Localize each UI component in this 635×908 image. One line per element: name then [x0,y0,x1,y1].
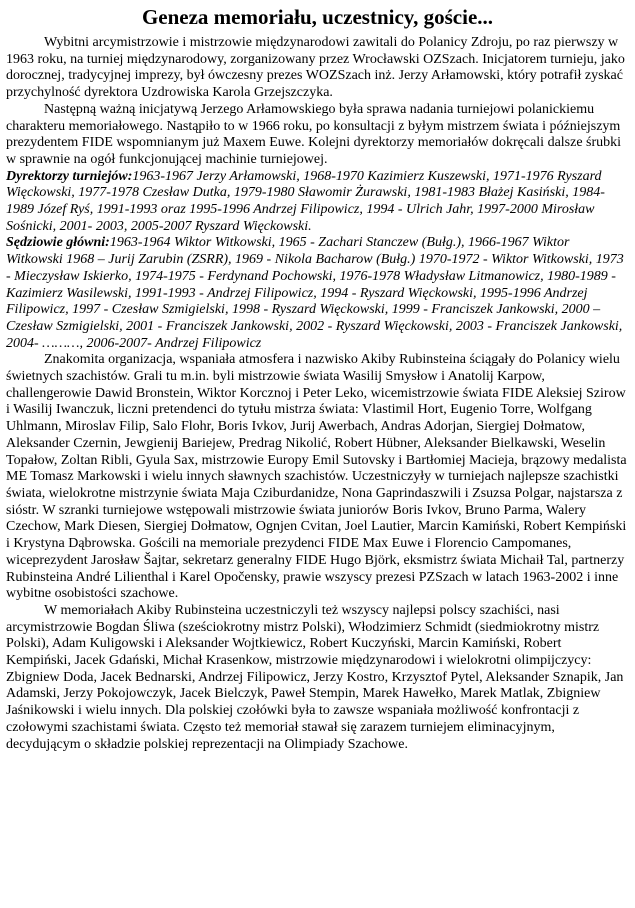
document-page [6,4,629,753]
directors-list [6,169,629,236]
judges-label: Sędziowie główni: [6,235,110,251]
page-title: Geneza memoriału, uczestnicy, goście... [141,5,494,29]
directors-label: Dyrektorzy turniejów: [6,168,133,184]
memorial-paragraph: Następną ważną inicjatywą Jerzego Arłamowskiego była sprawa nadania turniejowi polanickiemu charakteru memoriałowego. Nastąpiło to w 1966 roku, po konsultacji z byłym mistrzem świata i późniejszym prezydentem FIDE wspomnianym już Maxem Euwe. Kolejni dyrektorzy memoriałów dokręcali dalsze śrubki w sprawnie na ogół funkcjonującej machinie turniejowej. [6,101,622,167]
judges-list [6,235,629,352]
polish-players-paragraph: W memoriałach Akiby Rubinsteina uczestniczyli też wszyscy najlepsi polscy szachiści, nasi arcymistrzowie Bogdan Śliwa (sześciokrotny mistrz Polski), Włodzimierz Schmidt (siedmiokrotny mistrz Polski), Adam Kuligowski i Aleksander Wojtkiewicz, Robert Kuczyński, Marcin Kamiński, Robert Kempiński, Jacek Gdański, Michał Krasenkow, mistrzowie międzynarodowi i wielokrotni olimpijczycy: Zbigniew Doda, Jacek Bednarski, Andrzej Filipowicz, Jerzy Kostro, Krzysztof Pytel, Aleksander Sznapik, Jan Adamski, Jerzy Pokojowczyk, Jacek Bielczyk, Paweł Stempin, Marek Hawełko, Marek Matlak, Zbigniew Jaśnikowski i wielu innych. Dla polskiej czołówki była to zawsze wspaniała możliwość konfrontacji z czołowymi szachistami świata. Często też memoriał stawał się zarazem turniejem eliminacyjnym, decydującym o składzie polskiej reprezentacji na Olimpiady Szachowe. [6,602,624,752]
directors-text: 1963-1967 Jerzy Arłamowski, 1968-1970 Kazimierz Kuszewski, 1971-1976 Ryszard Więckowski, 1977-1978 Czesław Dutka, 1979-1980 Sławomir Żurawski, 1981-1983 Błażej Kasiński, 1984-1989 Józef Ryś, 1991-1993 oraz 1995-1996 Andrzej Filipowicz, 1994 - Ulrich Jahr, 1997-2000 Mirosław Sośnicki, 2001- 2003, 2005-2007 Ryszard Więckowski. [6,168,605,234]
judges-text: 1963-1964 Wiktor Witkowski, 1965 - Zachari Stanczew (Bułg.), 1966-1967 Wiktor Witkowski 1968 – Jurij Zarubin (ZSRR), 1969 - Nikola Bacharow (Bułg.) 1970-1972 - Wiktor Witkowski, 1973 - Mieczysław Iskierko, 1974-1975 - Ferdynand Pochowski, 1976-1978 Władysław Litmanowicz, 1980-1989 - Kazimierz Wasilewski, 1991-1993 - Andrzej Filipowicz, 1994 - Ryszard Więckowski, 1995-1996 Andrzej Filipowicz, 1997 - Czesław Szmigielski, 1998 - Ryszard Więckowski, 1999 - Franciszek Jankowski, 2000 – Czesław Szmigielski, 2001 - Franciszek Jankowski, 2002 - Ryszard Więckowski, 2003 - Franciszek Jankowski, 2004- ………, 2006-2007- Andrzej Filipowicz [6,235,624,351]
players-paragraph: Znakomita organizacja, wspaniała atmosfera i nazwisko Akiby Rubinsteina ściągały do Polanicy wielu świetnych szachistów. Grali tu m.in. byli mistrzowie świata Wasilij Smysłow i Anatolij Karpow, challengerowie Dawid Bronstein, Wiktor Korcznoj i Peter Leko, wicemistrzowie świata FIDE Aleksiej Szirow i Wasilij Iwanczuk, liczni pretendenci do tytułu mistrza świata: Vlastimil Hort, Eugenio Torre, Wolfgang Uhlmann, Miroslav Filip, Salo Flohr, Boris Ivkov, Jurij Awerbach, Andras Adorjan, Siergiej Dołmatow, Aleksander Czernin, Jewgienij Bariejew, Predrag Nikolić, Robert Hübner, Aleksander Bielkawski, Weselin Topałow, Zoltan Ribli, Gyula Sax, mistrzowie Europy Emil Sutovsky i Bartłomiej Macieja, brązowy medalista ME Tomasz Markowski i wielu innych sławnych szachistów. Uczestniczyły w turniejach najlepsze szachistki świata, wielokrotne mistrzynie świata Maja Cziburdanidze, Nona Gaprindaszwili i Zsuzsa Polgar, najstarsza z sióstr. W szranki turniejowe wstępowali mistrzowie świata juniorów Boris Ivkov, Bruno Parma, Walery Czechow, Mark Diesen, Siergiej Dołmatow, Ognjen Cvitan, Joel Lautier, Marcin Kamiński, Robert Kempiński i Krystyna Dąbrowska. Gościli na memoriale prezydenci FIDE Max Euwe i Florencio Campomanes, wiceprezydent Jarosław Šajtar, sekretarz generalny FIDE Hugo Björk, eksmistrz świata Michaił Tal, partnerzy Rubinsteina André Lilienthal i Karel Opočensky, prawie wszyscy prezesi PZSzach w latach 1963-2002 i inne wybitne osobistości szachowe. [6,352,627,602]
intro-paragraph: Wybitni arcymistrzowie i mistrzowie międzynarodowi zawitali do Polanicy Zdroju, po raz pierwszy w 1963 roku, na turniej międzynarodowy, zorganizowany przez Wrocławski OZSzach. Inicjatorem turnieju, jako dorocznej, tradycyjnej imprezy, był ówczesny prezes WOZSzach inż. Jerzy Arłamowski, który potrafił zyskać przychylność dyrektora Uzdrowiska Karola Grzejszczyka. [6,35,625,101]
